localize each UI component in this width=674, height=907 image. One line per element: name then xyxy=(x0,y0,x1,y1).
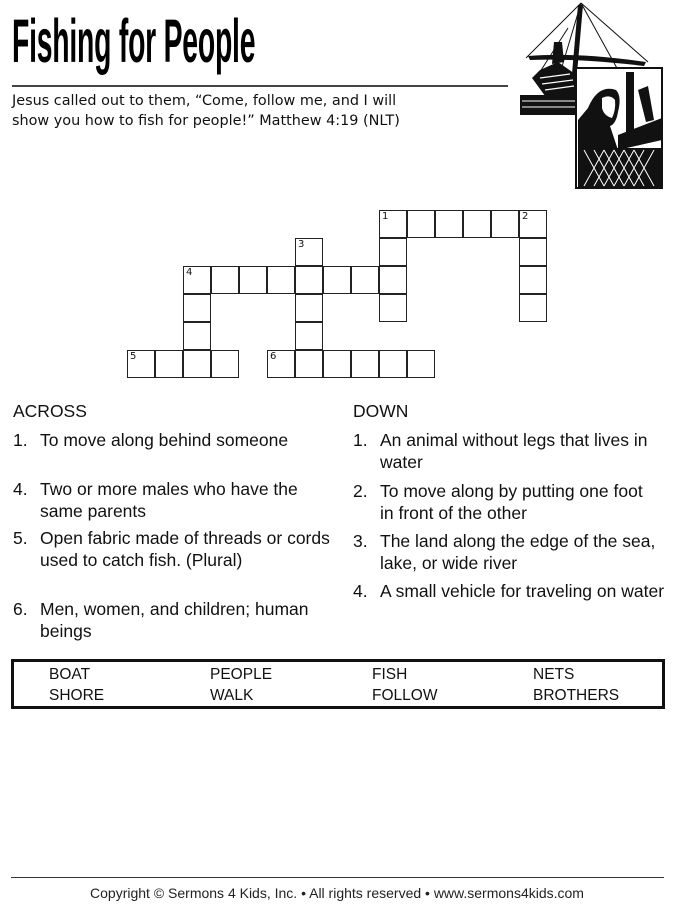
crossword-cell[interactable] xyxy=(379,238,407,266)
crossword-cell[interactable] xyxy=(519,266,547,294)
word-bank-item: FOLLOW xyxy=(372,687,438,704)
clue-text: To move along behind someone xyxy=(40,430,289,450)
clue-text: Men, women, and children; human beings xyxy=(40,599,309,641)
crossword-cell[interactable] xyxy=(239,266,267,294)
crossword-cell[interactable] xyxy=(519,210,547,238)
clue-text: Open fabric made of threads or cords used to catch fish. (Plural) xyxy=(40,528,330,570)
word-bank-item: BOAT xyxy=(49,666,91,683)
clue-text: An animal without legs that lives in water xyxy=(380,430,648,472)
word-bank-item: NETS xyxy=(533,666,575,683)
clue-text: To move along by putting one foot in front of the other xyxy=(380,481,643,523)
crossword-cell[interactable] xyxy=(183,350,211,378)
word-bank-item: SHORE xyxy=(49,687,105,704)
crossword-cell[interactable] xyxy=(351,350,379,378)
word-bank-item: PEOPLE xyxy=(210,666,273,683)
crossword-cell[interactable] xyxy=(519,238,547,266)
across-heading: ACROSS xyxy=(13,401,87,421)
crossword-cell[interactable] xyxy=(379,294,407,322)
crossword-cell[interactable] xyxy=(463,210,491,238)
crossword-cell[interactable] xyxy=(211,266,239,294)
clue-text: Two or more males who have the same parents xyxy=(40,479,298,521)
crossword-cell[interactable] xyxy=(295,238,323,266)
crossword-cell[interactable] xyxy=(183,266,211,294)
verse-line: Jesus called out to them, “Come, follow me, and I will xyxy=(12,93,397,109)
clue-number: 4. xyxy=(353,581,368,601)
verse-line: show you how to fish for people!” Matthew 4:19 (NLT) xyxy=(12,113,400,129)
crossword-cell[interactable] xyxy=(267,266,295,294)
crossword-cell[interactable] xyxy=(351,266,379,294)
word-bank xyxy=(11,659,665,709)
cell-number: 6 xyxy=(270,351,277,362)
clue-number: 3. xyxy=(353,531,368,551)
crossword-cell[interactable] xyxy=(519,294,547,322)
crossword-cell[interactable] xyxy=(379,210,407,238)
clue-number: 1. xyxy=(353,430,368,450)
page-title: Fishing for People xyxy=(12,7,256,75)
crossword-cell[interactable] xyxy=(295,266,323,294)
crossword-cell[interactable] xyxy=(155,350,183,378)
word-bank-item: FISH xyxy=(372,666,408,683)
cell-number: 5 xyxy=(130,351,137,362)
clue-number: 4. xyxy=(13,479,28,499)
crossword-cell[interactable] xyxy=(183,322,211,350)
crossword-cell[interactable] xyxy=(379,350,407,378)
copyright-footer: Copyright © Sermons 4 Kids, Inc. • All rights reserved • www.sermons4kids.com xyxy=(90,885,584,901)
clue-number: 6. xyxy=(13,599,28,619)
down-heading: DOWN xyxy=(353,401,409,421)
clue-number: 2. xyxy=(353,481,368,501)
footer-divider xyxy=(11,877,664,878)
crossword-cell[interactable] xyxy=(211,350,239,378)
crossword-cell[interactable] xyxy=(435,210,463,238)
cell-number: 1 xyxy=(382,211,389,222)
crossword-cell[interactable] xyxy=(295,294,323,322)
crossword-cell[interactable] xyxy=(295,350,323,378)
crossword-cell[interactable] xyxy=(407,210,435,238)
crossword-grid xyxy=(0,0,674,400)
crossword-cell[interactable] xyxy=(183,294,211,322)
crossword-cell[interactable] xyxy=(267,350,295,378)
crossword-cell[interactable] xyxy=(491,210,519,238)
cell-number: 2 xyxy=(522,211,529,222)
crossword-cell[interactable] xyxy=(323,350,351,378)
word-bank-item: BROTHERS xyxy=(533,687,620,704)
clue-text: A small vehicle for traveling on water xyxy=(380,581,665,601)
word-bank-item: WALK xyxy=(210,687,254,704)
cell-number: 3 xyxy=(298,239,305,250)
crossword-cell[interactable] xyxy=(295,322,323,350)
crossword-cell[interactable] xyxy=(407,350,435,378)
crossword-cell[interactable] xyxy=(323,266,351,294)
crossword-cell[interactable] xyxy=(379,266,407,294)
clue-number: 1. xyxy=(13,430,28,450)
crossword-cell[interactable] xyxy=(127,350,155,378)
clue-number: 5. xyxy=(13,528,28,548)
clue-text: The land along the edge of the sea, lake, or wide river xyxy=(380,531,656,573)
cell-number: 4 xyxy=(186,267,193,278)
